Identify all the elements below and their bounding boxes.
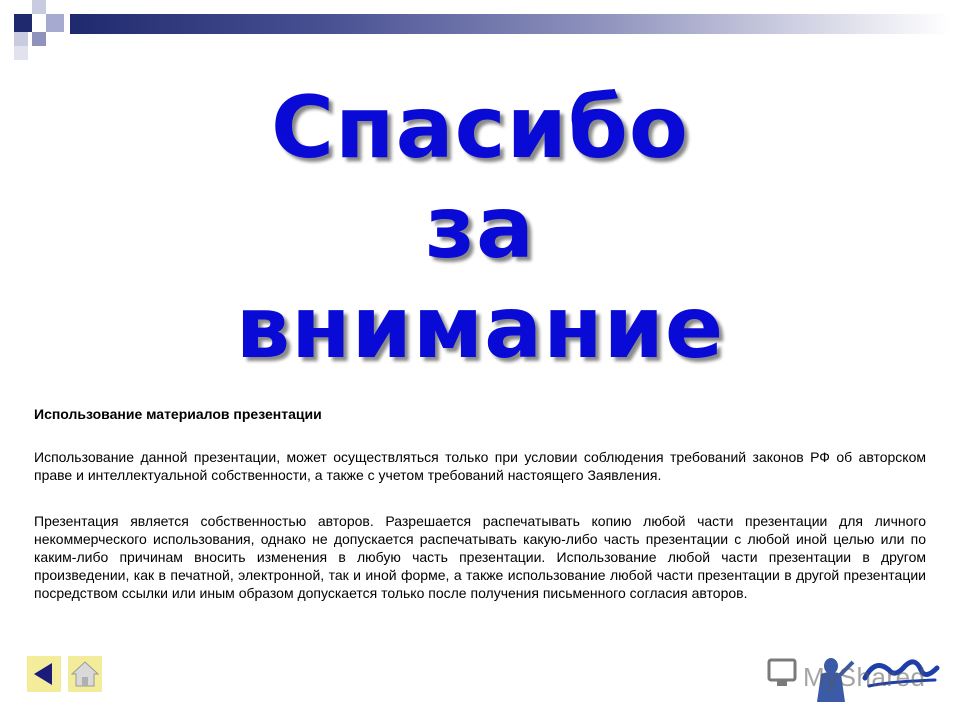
watermark-text: MyShared	[803, 662, 926, 692]
slide-title	[0, 78, 960, 378]
home-button[interactable]	[68, 656, 102, 692]
title-line-2: за	[424, 178, 535, 278]
top-gradient-bar	[70, 14, 950, 34]
notice-heading: Использование материалов презентации	[34, 406, 322, 422]
title-line-3: внимание	[235, 278, 725, 378]
back-button[interactable]	[27, 656, 61, 692]
title-line-1: Спасибо	[271, 78, 689, 178]
home-icon	[70, 659, 100, 689]
logo	[765, 648, 945, 704]
notice-paragraph-1: Использование данной презентации, может осуществляться только при условии соблюдения требований законов РФ об авторском праве и интеллектуальной собственности, а также с учетом требований настоящего Заявления.	[34, 449, 926, 483]
notice-paragraph-2: Презентация является собственностью авторов. Разрешается распечатывать копию любой части презентации для личного некоммерческого использования, однако не допускается распечатывать какую-либо часть презентации с любой иной целью или по каким-либо причинам вносить изменения в любую часть презентации. Использование любой части презентации в другом произведении, как в печатной, электронной, так и иной форме, а также использование любой части презентации в другой презентации посредством ссылки или иным образом допускается только после получения письменного согласия авторов.	[34, 513, 926, 601]
triangle-left-icon	[30, 660, 58, 688]
